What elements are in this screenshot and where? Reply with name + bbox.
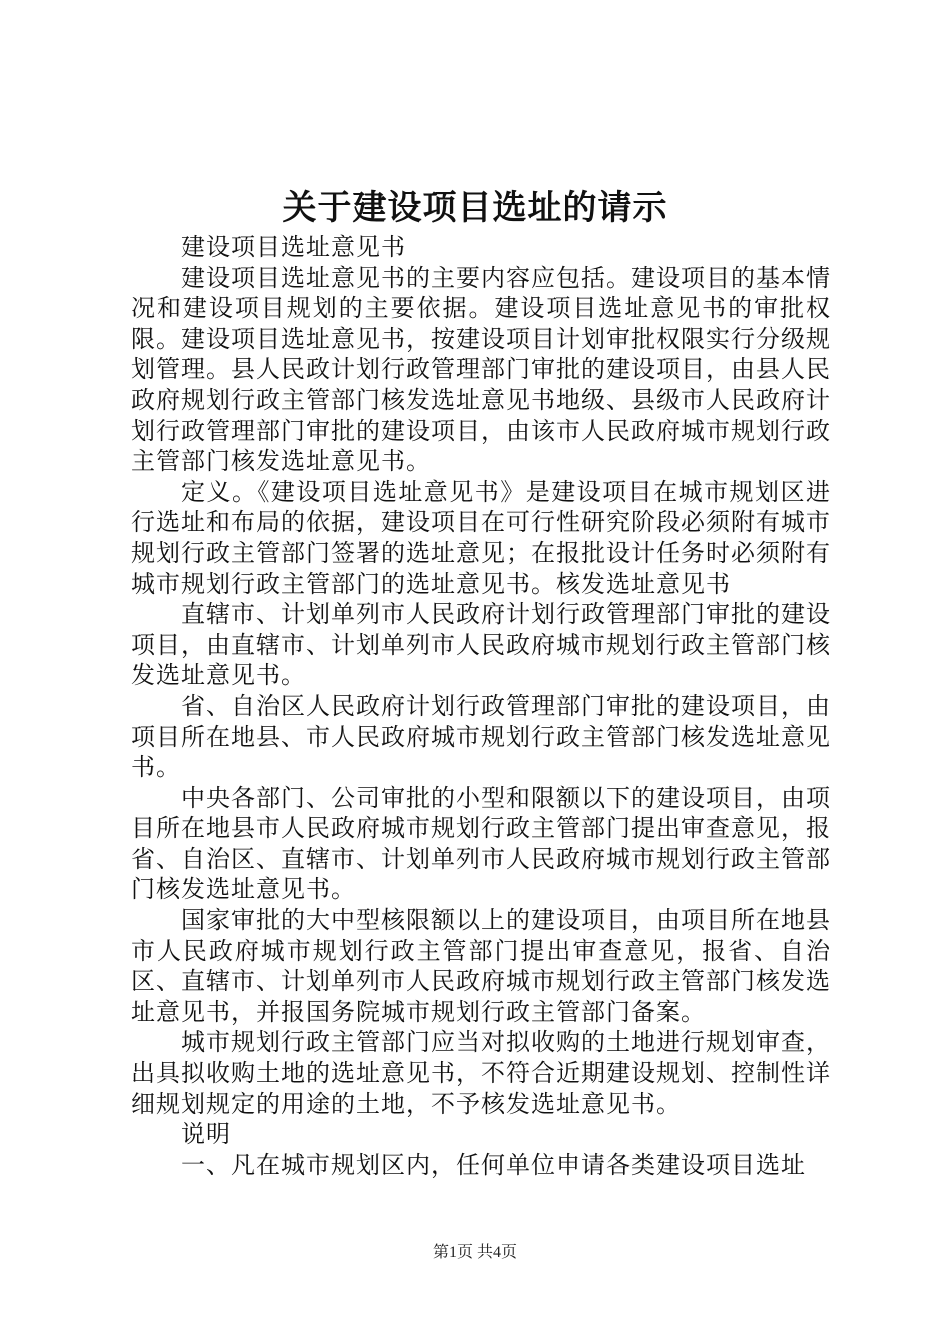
paragraph: 直辖市、计划单列市人民政府计划行政管理部门审批的建设项目，由直辖市、计划单列市人民政府城市规划行政主管部门核发选址意见书。 xyxy=(131,600,831,690)
paragraph: 国家审批的大中型核限额以上的建设项目，由项目所在地县市人民政府城市规划行政主管部门提出审查意见，报省、自治区、直辖市、计划单列市人民政府城市规划行政主管部门核发选址意见书，并报国务院城市规划行政主管部门备案。 xyxy=(131,906,831,1026)
document-title: 关于建设项目选址的请示 xyxy=(282,188,668,228)
paragraph: 一、凡在城市规划区内，任何单位申请各类建设项目选址 xyxy=(181,1150,806,1179)
document-body xyxy=(131,232,831,1180)
paragraph: 城市规划行政主管部门应当对拟收购的土地进行规划审查，出具拟收购土地的选址意见书，不符合近期建设规划、控制性详细规划规定的用途的土地，不予核发选址意见书。 xyxy=(131,1028,831,1118)
paragraph: 省、自治区人民政府计划行政管理部门审批的建设项目，由项目所在地县、市人民政府城市规划行政主管部门核发选址意见书。 xyxy=(131,691,831,782)
paragraph: 定义。《建设项目选址意见书》是建设项目在城市规划区进行选址和布局的依据，建设项目在可行性研究阶段必须附有城市规划行政主管部门签署的选址意见；在报批设计任务时必须附有城市规划行政主管部门的选址意见书。核发选址意见书 xyxy=(131,477,831,598)
paragraph: 中央各部门、公司审批的小型和限额以下的建设项目，由项目所在地县市人民政府城市规划行政主管部门提出审查意见，报省、自治区、直辖市、计划单列市人民政府城市规划行政主管部门核发选址意见书。 xyxy=(131,783,831,904)
page-number-footer: 第1页 共4页 xyxy=(432,1244,517,1261)
paragraph: 建设项目选址意见书 xyxy=(181,233,406,261)
paragraph: 说明 xyxy=(181,1120,231,1149)
paragraph: 建设项目选址意见书的主要内容应包括。建设项目的基本情况和建设项目规划的主要依据。建设项目选址意见书的审批权限。建设项目选址意见书，按建设项目计划审批权限实行分级规划管理。县人民政计划行政管理部门审批的建设项目，由县人民政府规划行政主管部门核发选址意见书地级、县级市人民政府计划行政管理部门审批的建设项目，由该市人民政府城市规划行政主管部门核发选址意见书。 xyxy=(131,263,831,476)
